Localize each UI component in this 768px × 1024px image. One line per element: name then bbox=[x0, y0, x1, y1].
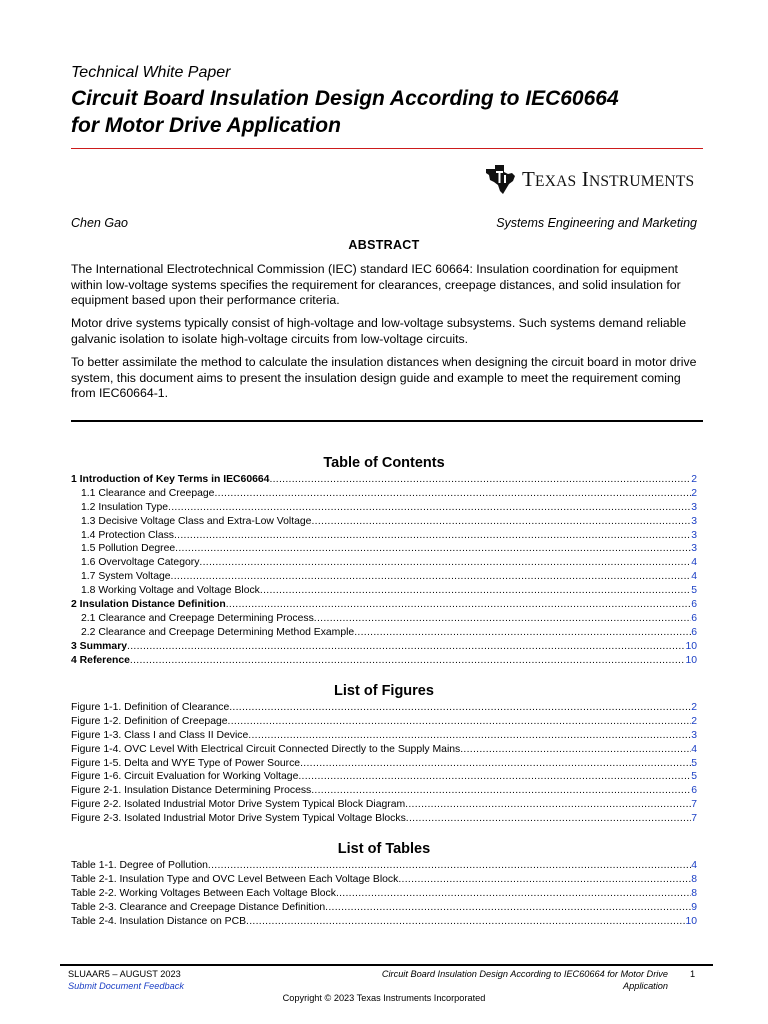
toc-entry[interactable]: 1.7 System Voltage ..... 4 bbox=[71, 570, 697, 584]
author-department: Systems Engineering and Marketing bbox=[496, 216, 697, 230]
figure-entry[interactable]: Figure 1-4. OVC Level With Electrical Circuit Connected Directly to the Supply Mains ..... 4 bbox=[71, 743, 697, 757]
toc-entry[interactable]: 2 Insulation Distance Definition ..... 6 bbox=[71, 598, 697, 612]
toc-entry[interactable]: 2.1 Clearance and Creepage Determining Process ..... 6 bbox=[71, 612, 697, 626]
footer-left bbox=[68, 969, 184, 992]
copyright-notice: Copyright © 2023 Texas Instruments Incorporated bbox=[282, 993, 486, 1003]
tables-heading: List of Tables bbox=[337, 841, 431, 857]
figure-entry[interactable]: Figure 2-2. Isolated Industrial Motor Drive System Typical Block Diagram ..... 7 bbox=[71, 798, 697, 812]
ti-logo bbox=[484, 163, 694, 195]
footer-document-title: Circuit Board Insulation Design According to IEC60664 for Motor Drive Application bbox=[381, 969, 668, 991]
document-id: SLUAAR5 – AUGUST 2023 bbox=[68, 969, 181, 979]
ti-wordmark bbox=[522, 167, 694, 192]
list-of-figures bbox=[71, 701, 697, 826]
figure-entry[interactable]: Figure 2-1. Insulation Distance Determining Process ..... 6 bbox=[71, 784, 697, 798]
page-title bbox=[71, 85, 711, 139]
submit-feedback-link[interactable]: Submit Document Feedback bbox=[68, 980, 184, 991]
ti-wordmark-texas: TEXAS bbox=[522, 166, 577, 191]
table-entry[interactable]: Table 1-1. Degree of Pollution ..... 4 bbox=[71, 859, 697, 873]
toc-entry[interactable]: 1.2 Insulation Type ..... 3 bbox=[71, 501, 697, 515]
abstract-paragraph: The International Electrotechnical Commission (IEC) standard IEC 60664: Insulation coordination for equipment within low-voltage systems specifies the requirement for clearances, creepage distances, and solid insulation for equipment based upon their performance criteria. bbox=[71, 262, 681, 307]
abstract-paragraph: Motor drive systems typically consist of high-voltage and low-voltage subsystems. Such systems demand reliable galvanic isolation to isolate high-voltage circuits from low-voltage circuits. bbox=[71, 316, 687, 346]
ti-state-icon bbox=[484, 163, 516, 195]
title-line-1: Circuit Board Insulation Design According to IEC60664 bbox=[71, 87, 619, 110]
ti-wordmark-instruments: INSTRUMENTS bbox=[581, 166, 695, 191]
title-line-2: for Motor Drive Application bbox=[71, 114, 341, 137]
footer-divider bbox=[60, 964, 713, 966]
toc-entry[interactable]: 1.3 Decisive Voltage Class and Extra-Low Voltage ..... 3 bbox=[71, 515, 697, 529]
abstract-divider bbox=[71, 420, 703, 422]
document-type: Technical White Paper bbox=[71, 64, 231, 81]
toc-entry[interactable]: 1.4 Protection Class ..... 3 bbox=[71, 529, 697, 543]
figure-entry[interactable]: Figure 1-3. Class I and Class II Device ..... 3 bbox=[71, 729, 697, 743]
figure-entry[interactable]: Figure 1-1. Definition of Clearance ..... 2 bbox=[71, 701, 697, 715]
toc-entry[interactable]: 1.8 Working Voltage and Voltage Block ..... 5 bbox=[71, 584, 697, 598]
table-entry[interactable]: Table 2-1. Insulation Type and OVC Level Between Each Voltage Block ..... 8 bbox=[71, 873, 697, 887]
abstract-heading: ABSTRACT bbox=[348, 238, 420, 252]
toc-entry[interactable]: 2.2 Clearance and Creepage Determining Method Example ..... 6 bbox=[71, 626, 697, 640]
toc-entry[interactable]: 1.5 Pollution Degree ..... 3 bbox=[71, 542, 697, 556]
figures-heading: List of Figures bbox=[334, 683, 434, 699]
figure-entry[interactable]: Figure 2-3. Isolated Industrial Motor Drive System Typical Voltage Blocks ..... 7 bbox=[71, 812, 697, 826]
figure-entry[interactable]: Figure 1-6. Circuit Evaluation for Working Voltage ..... 5 bbox=[71, 770, 697, 784]
table-of-contents bbox=[71, 473, 697, 667]
abstract-paragraph: To better assimilate the method to calculate the insulation distances when designing the circuit board in motor drive system, this document aims to present the insulation design guide and example to meet the requirement coming from IEC60664-1. bbox=[71, 355, 697, 400]
table-entry[interactable]: Table 2-3. Clearance and Creepage Distance Definition ..... 9 bbox=[71, 901, 697, 915]
toc-entry[interactable]: 3 Summary ..... 10 bbox=[71, 640, 697, 654]
author-name: Chen Gao bbox=[71, 216, 128, 230]
toc-entry[interactable]: 1.1 Clearance and Creepage ..... 2 bbox=[71, 487, 697, 501]
page-number: 1 bbox=[690, 969, 696, 979]
toc-entry[interactable]: 1.6 Overvoltage Category ..... 4 bbox=[71, 556, 697, 570]
table-entry[interactable]: Table 2-4. Insulation Distance on PCB ..... 10 bbox=[71, 915, 697, 929]
toc-entry[interactable]: 4 Reference ..... 10 bbox=[71, 654, 697, 668]
toc-heading: Table of Contents bbox=[323, 455, 445, 471]
figure-entry[interactable]: Figure 1-5. Delta and WYE Type of Power Source ..... 5 bbox=[71, 757, 697, 771]
list-of-tables bbox=[71, 859, 697, 928]
title-divider bbox=[71, 148, 703, 149]
toc-entry[interactable]: 1 Introduction of Key Terms in IEC60664 ..... 2 bbox=[71, 473, 697, 487]
table-entry[interactable]: Table 2-2. Working Voltages Between Each Voltage Block ..... 8 bbox=[71, 887, 697, 901]
figure-entry[interactable]: Figure 1-2. Definition of Creepage ..... 2 bbox=[71, 715, 697, 729]
